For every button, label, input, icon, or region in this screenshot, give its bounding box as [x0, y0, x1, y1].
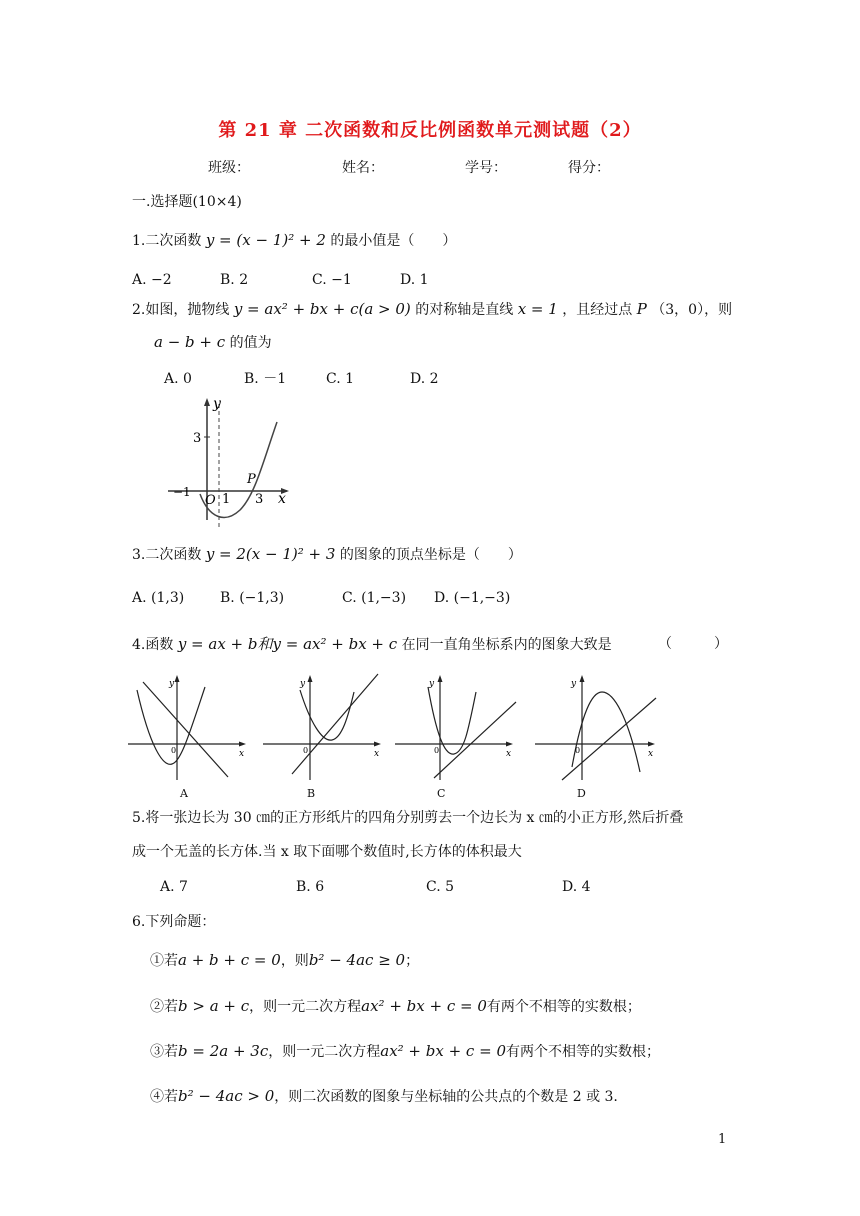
q1-prefix: 1.二次函数 — [132, 233, 202, 249]
q6-item-2 — [150, 996, 641, 1017]
q4c-y-label: y — [429, 679, 435, 689]
q4-graph-d — [532, 672, 662, 784]
q4-answer-bracket: （ ） — [658, 636, 728, 652]
question-2 — [132, 299, 732, 320]
q2-line2-formula: a − b + c — [154, 333, 226, 351]
q6-item-2-mid: ，则一元二次方程 — [249, 999, 362, 1015]
q4c-origin: 0 — [434, 746, 440, 755]
q6-item-3-prefix: ③若 — [150, 1044, 178, 1060]
q2-line2 — [154, 332, 272, 353]
q4-prefix: 4.函数 — [132, 637, 174, 653]
q2-y-arrow — [204, 398, 210, 406]
q2-x-label: x — [278, 491, 286, 507]
q4-label-a: A — [180, 787, 188, 800]
q2-parabola-figure — [165, 392, 295, 530]
q4c-x-label: x — [506, 749, 512, 759]
class-label: 班级： — [208, 160, 250, 176]
q6-item-3-suffix: 有两个不相等的实数根； — [506, 1044, 660, 1060]
q4-graph-a — [125, 672, 253, 784]
q4a-y-label: y — [169, 679, 175, 689]
q6-item-1 — [150, 950, 419, 971]
section-heading: 一.选择题(10×4) — [132, 194, 242, 210]
q6-item-2-prefix: ②若 — [150, 999, 178, 1015]
question-3 — [132, 544, 522, 565]
q1-option-b: B. 2 — [220, 272, 249, 288]
page-title: 第 21 章 二次函数和反比例函数单元测试题（2） — [218, 120, 642, 141]
q4-label-d: D — [577, 787, 586, 800]
q2-y-label: y — [213, 396, 221, 412]
q2-mid: 的对称轴是直线 — [415, 302, 514, 318]
q6-item-3 — [150, 1041, 660, 1062]
q4b-line — [292, 674, 378, 774]
q3-option-c: C. (1,−3) — [342, 590, 407, 606]
q6-item-2-suffix: 有两个不相等的实数根； — [486, 999, 641, 1015]
q6-item-4-mid: ，则二次函数的图象与坐标轴的公共点的个数是 2 或 3. — [274, 1089, 618, 1105]
q4b-origin: 0 — [303, 746, 309, 755]
q4-graph-b — [260, 672, 388, 784]
q4b-x-label: x — [374, 749, 380, 759]
q1-option-a: A. −2 — [132, 272, 172, 288]
q2-line2-suffix: 的值为 — [229, 335, 272, 351]
q2-suffix: （3，0），则 — [651, 302, 733, 318]
q4a-x-label: x — [239, 749, 245, 759]
q4-label-b: B — [307, 787, 316, 800]
q4d-x-label: x — [648, 749, 654, 759]
q2-P-label: P — [247, 472, 256, 487]
question-1 — [132, 230, 456, 251]
q4-suffix: 在同一直角坐标系内的图象大致是 — [401, 637, 612, 653]
q6-item-1-suffix: ； — [405, 953, 420, 969]
q1-option-c: C. −1 — [312, 272, 352, 288]
q4d-y-label: y — [571, 679, 577, 689]
q6-item-3-formula: b = 2a + 3c — [178, 1042, 269, 1060]
q6-item-1-mid: ，则 — [280, 953, 309, 969]
score-label: 得分： — [568, 160, 610, 176]
q4d-line — [562, 698, 656, 780]
q3-option-a: A. (1,3) — [132, 590, 185, 606]
q5-option-c: C. 5 — [426, 879, 455, 895]
q2-y-tick-label: 3 — [193, 431, 202, 446]
q5-option-b: B. 6 — [296, 879, 325, 895]
q2-x3-label: 3 — [255, 492, 264, 507]
q4a-origin: 0 — [171, 746, 177, 755]
q2-formula: y = ax² + bx + c(a > 0) — [233, 300, 411, 318]
q4-label-c: C — [437, 787, 446, 800]
q3-option-d: D. (−1,−3) — [434, 590, 511, 606]
q2-option-d: D. 2 — [410, 371, 439, 387]
q3-formula: y = 2(x − 1)² + 3 — [205, 545, 336, 563]
q6-item-3-formula2: ax² + bx + c = 0 — [380, 1042, 506, 1060]
q1-suffix: 的最小值是（ ） — [330, 233, 457, 249]
q2-mid2: ，且经过点 — [562, 302, 633, 318]
page-number: 1 — [718, 1132, 727, 1147]
q2-neg1-label: −1 — [173, 485, 191, 499]
q2-point: P — [636, 300, 647, 318]
q1-formula: y = (x − 1)² + 2 — [205, 231, 326, 249]
q2-option-b: B. －1 — [244, 371, 287, 387]
q4-graph-c — [392, 672, 520, 784]
q3-option-b: B. (−1,3) — [220, 590, 285, 606]
q4-formula: y = ax + b和y = ax² + bx + c — [177, 635, 398, 653]
q2-option-a: A. 0 — [164, 371, 192, 387]
q2-axis: x = 1 — [517, 300, 558, 318]
q6-item-4 — [150, 1086, 618, 1107]
q4b-y-label: y — [300, 679, 306, 689]
q6-item-4-prefix: ④若 — [150, 1089, 178, 1105]
q4d-origin: 0 — [575, 746, 581, 755]
question-4 — [132, 634, 612, 655]
q2-origin-label: O — [205, 493, 216, 508]
q2-option-c: C. 1 — [326, 371, 355, 387]
q2-prefix: 2.如图，抛物线 — [132, 302, 230, 318]
q1-option-d: D. 1 — [400, 272, 429, 288]
name-label: 姓名： — [342, 160, 384, 176]
q4c-line — [434, 702, 516, 778]
q2-x1-label: 1 — [222, 492, 231, 507]
q6-item-2-formula: b > a + c — [178, 997, 250, 1015]
q6-item-1-formula2: b² − 4ac ≥ 0 — [308, 951, 406, 969]
q4a-line — [143, 682, 228, 777]
q6-item-1-prefix: ①若 — [150, 953, 178, 969]
q6-item-2-formula2: ax² + bx + c = 0 — [361, 997, 487, 1015]
q5-line2: 成一个无盖的长方体.当 x 取下面哪个数值时,长方体的体积最大 — [132, 844, 522, 860]
q5-option-d: D. 4 — [562, 879, 591, 895]
q6-item-1-formula: a + b + c = 0 — [178, 951, 281, 969]
student-id-label: 学号： — [465, 160, 507, 176]
q3-prefix: 3.二次函数 — [132, 547, 202, 563]
q5-line1: 5.将一张边长为 30 ㎝的正方形纸片的四角分别剪去一个边长为 x ㎝的小正方形,然后折叠 — [132, 810, 684, 826]
q3-suffix: 的图象的顶点坐标是（ ） — [339, 547, 522, 563]
q6-heading: 6.下列命题： — [132, 914, 216, 930]
q6-item-4-formula: b² − 4ac > 0 — [178, 1087, 275, 1105]
q6-item-3-mid: ，则一元二次方程 — [268, 1044, 381, 1060]
q5-option-a: A. 7 — [160, 879, 188, 895]
